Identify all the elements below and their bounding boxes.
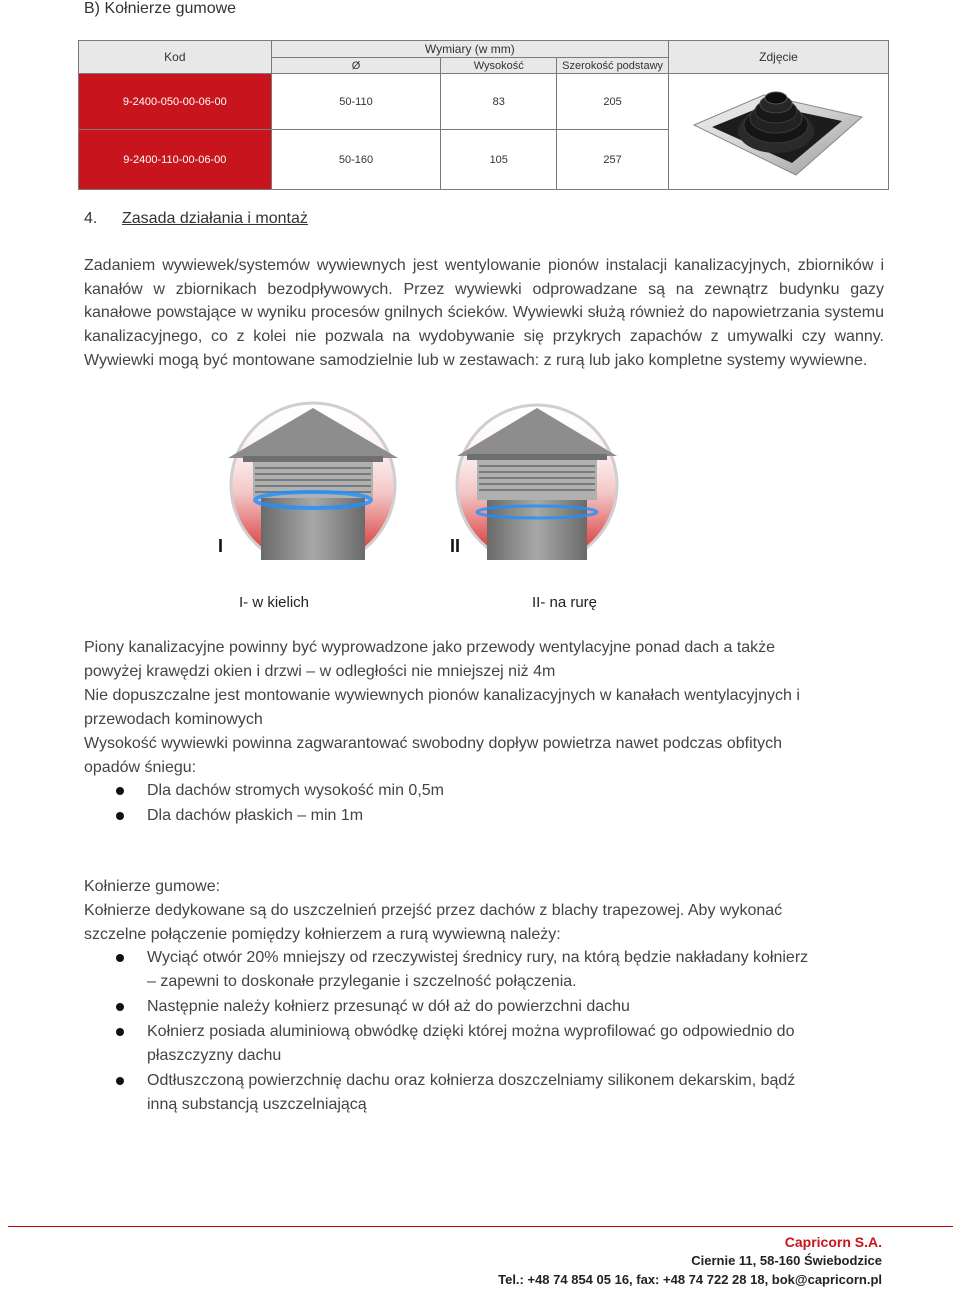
rubber-flange-image [684, 75, 874, 185]
vent-illustration-1 [213, 400, 413, 560]
roof-height-list [84, 779, 884, 829]
text-line: Wysokość wywiewki powinna zagwarantować swobodny dopływ powietrza nawet podczas obfitych [84, 735, 782, 752]
footer-divider [8, 1226, 953, 1227]
list-item [84, 946, 884, 994]
footer-address: Ciernie 11, 58-160 Świebodzice [691, 1253, 882, 1268]
text-line: Nie dopuszczalne jest montowanie wywiewnych pionów kanalizacyjnych w kanałach wentylacyjnych i [84, 687, 800, 704]
text-line: przewodach kominowych [84, 711, 263, 728]
section-4-heading [84, 210, 308, 228]
figure-mark-1: I [218, 536, 224, 556]
table-row [79, 74, 889, 130]
list-item [84, 995, 884, 1019]
bullet-icon [116, 787, 124, 795]
list-item [84, 804, 884, 828]
figure-caption-1: I- w kielich [239, 594, 310, 611]
list-item-text: Kołnierz posiada aluminiową obwódkę dzięki której można wyprofilować go odpowiednio do [147, 1023, 795, 1040]
kolnierze-text [84, 875, 884, 947]
section-number: 4. [84, 210, 98, 227]
row-szerokosc: 205 [557, 74, 669, 130]
list-item [84, 1069, 884, 1117]
row-wysokosc: 105 [441, 130, 557, 190]
list-item-text: płaszczyzny dachu [147, 1047, 282, 1064]
bullet-icon [116, 1028, 124, 1036]
row-kod: 9-2400-050-00-06-00 [79, 74, 272, 130]
footer-company: Capricorn S.A. [784, 1234, 882, 1250]
text-line: powyżej krawędzi okien i drzwi – w odległości nie mniejszej niż 4m [84, 663, 556, 680]
footer-contact: Tel.: +48 74 854 05 16, fax: +48 74 722 28 18, bok@capricorn.pl [498, 1272, 882, 1287]
list-item-text: inną substancją uszczelniającą [147, 1096, 367, 1113]
text-line: Kołnierze dedykowane są do uszczelnień przejść przez dachów z blachy trapezowej. Aby wykonać [84, 902, 783, 919]
section-4-paragraph: Zadaniem wywiewek/systemów wywiewnych jest wentylowanie pionów instalacji kanalizacyjnych, zbiorników i kanałów w zbiornikach bezodpływowych. Przez wywiewki odprowadzane są na zewnątrz budynku gazy kanałowe powstające w wyniku procesów gnilnych ścieków. Wywiewki służą również do napowietrzania systemu kanalizacyjnego, co z kolei nie pozwala na wydobywanie się przykrych zapachów z umywalki czy wanny. Wywiewki mogą być montowane samodzielnie lub w zestawach: z rurą lub jako kompletne systemy wywiewne. [84, 257, 884, 369]
row-wysokosc: 83 [441, 74, 557, 130]
text-line: szczelne połączenie pomiędzy kołnierzem a rurą wywiewną należy: [84, 926, 561, 943]
photo-cell [669, 74, 889, 190]
header-fi: Ø [271, 58, 441, 74]
bullet-icon [116, 1003, 124, 1011]
header-szerokosc: Szerokość podstawy [557, 58, 669, 74]
header-wymiary: Wymiary (w mm) [271, 41, 668, 58]
row-szerokosc: 257 [557, 130, 669, 190]
row-kod: 9-2400-110-00-06-00 [79, 130, 272, 190]
section-b-title: B) Kołnierze gumowe [84, 0, 237, 17]
vent-illustration-2 [447, 400, 627, 560]
installation-steps-list [84, 946, 884, 1118]
section-title: Zasada działania i montaż [122, 210, 308, 227]
list-item [84, 1020, 884, 1068]
bullet-icon [116, 1077, 124, 1085]
bullet-icon [116, 812, 124, 820]
requirements-text [84, 636, 884, 780]
text-line: Kołnierze gumowe: [84, 878, 221, 895]
text-line: opadów śniegu: [84, 759, 197, 776]
list-item-text: Dla dachów stromych wysokość min 0,5m [147, 782, 444, 799]
list-item-text: Dla dachów płaskich – min 1m [147, 807, 364, 824]
text-line: Piony kanalizacyjne powinny być wyprowadzone jako przewody wentylacyjne ponad dach a także [84, 639, 776, 656]
list-item-text: – zapewni to doskonałe przyleganie i szczelność połączenia. [147, 973, 577, 990]
header-wysokosc: Wysokość [441, 58, 557, 74]
row-fi: 50-110 [271, 74, 441, 130]
header-zdjecie: Zdjęcie [669, 41, 889, 74]
header-kod: Kod [79, 41, 272, 74]
bullet-icon [116, 954, 124, 962]
list-item [84, 779, 884, 803]
list-item-text: Odtłuszczoną powierzchnię dachu oraz kołnierza doszczelniamy silikonem dekarskim, bądź [147, 1072, 796, 1089]
list-item-text: Następnie należy kołnierz przesunąć w dół aż do powierzchni dachu [147, 998, 630, 1015]
row-fi: 50-160 [271, 130, 441, 190]
product-table [78, 40, 889, 190]
figure-mark-2: II [450, 536, 461, 556]
list-item-text: Wyciąć otwór 20% mniejszy od rzeczywistej średnicy rury, na którą będzie nakładany kołnierz [147, 949, 809, 966]
figure-caption-2: II- na rurę [532, 594, 598, 611]
